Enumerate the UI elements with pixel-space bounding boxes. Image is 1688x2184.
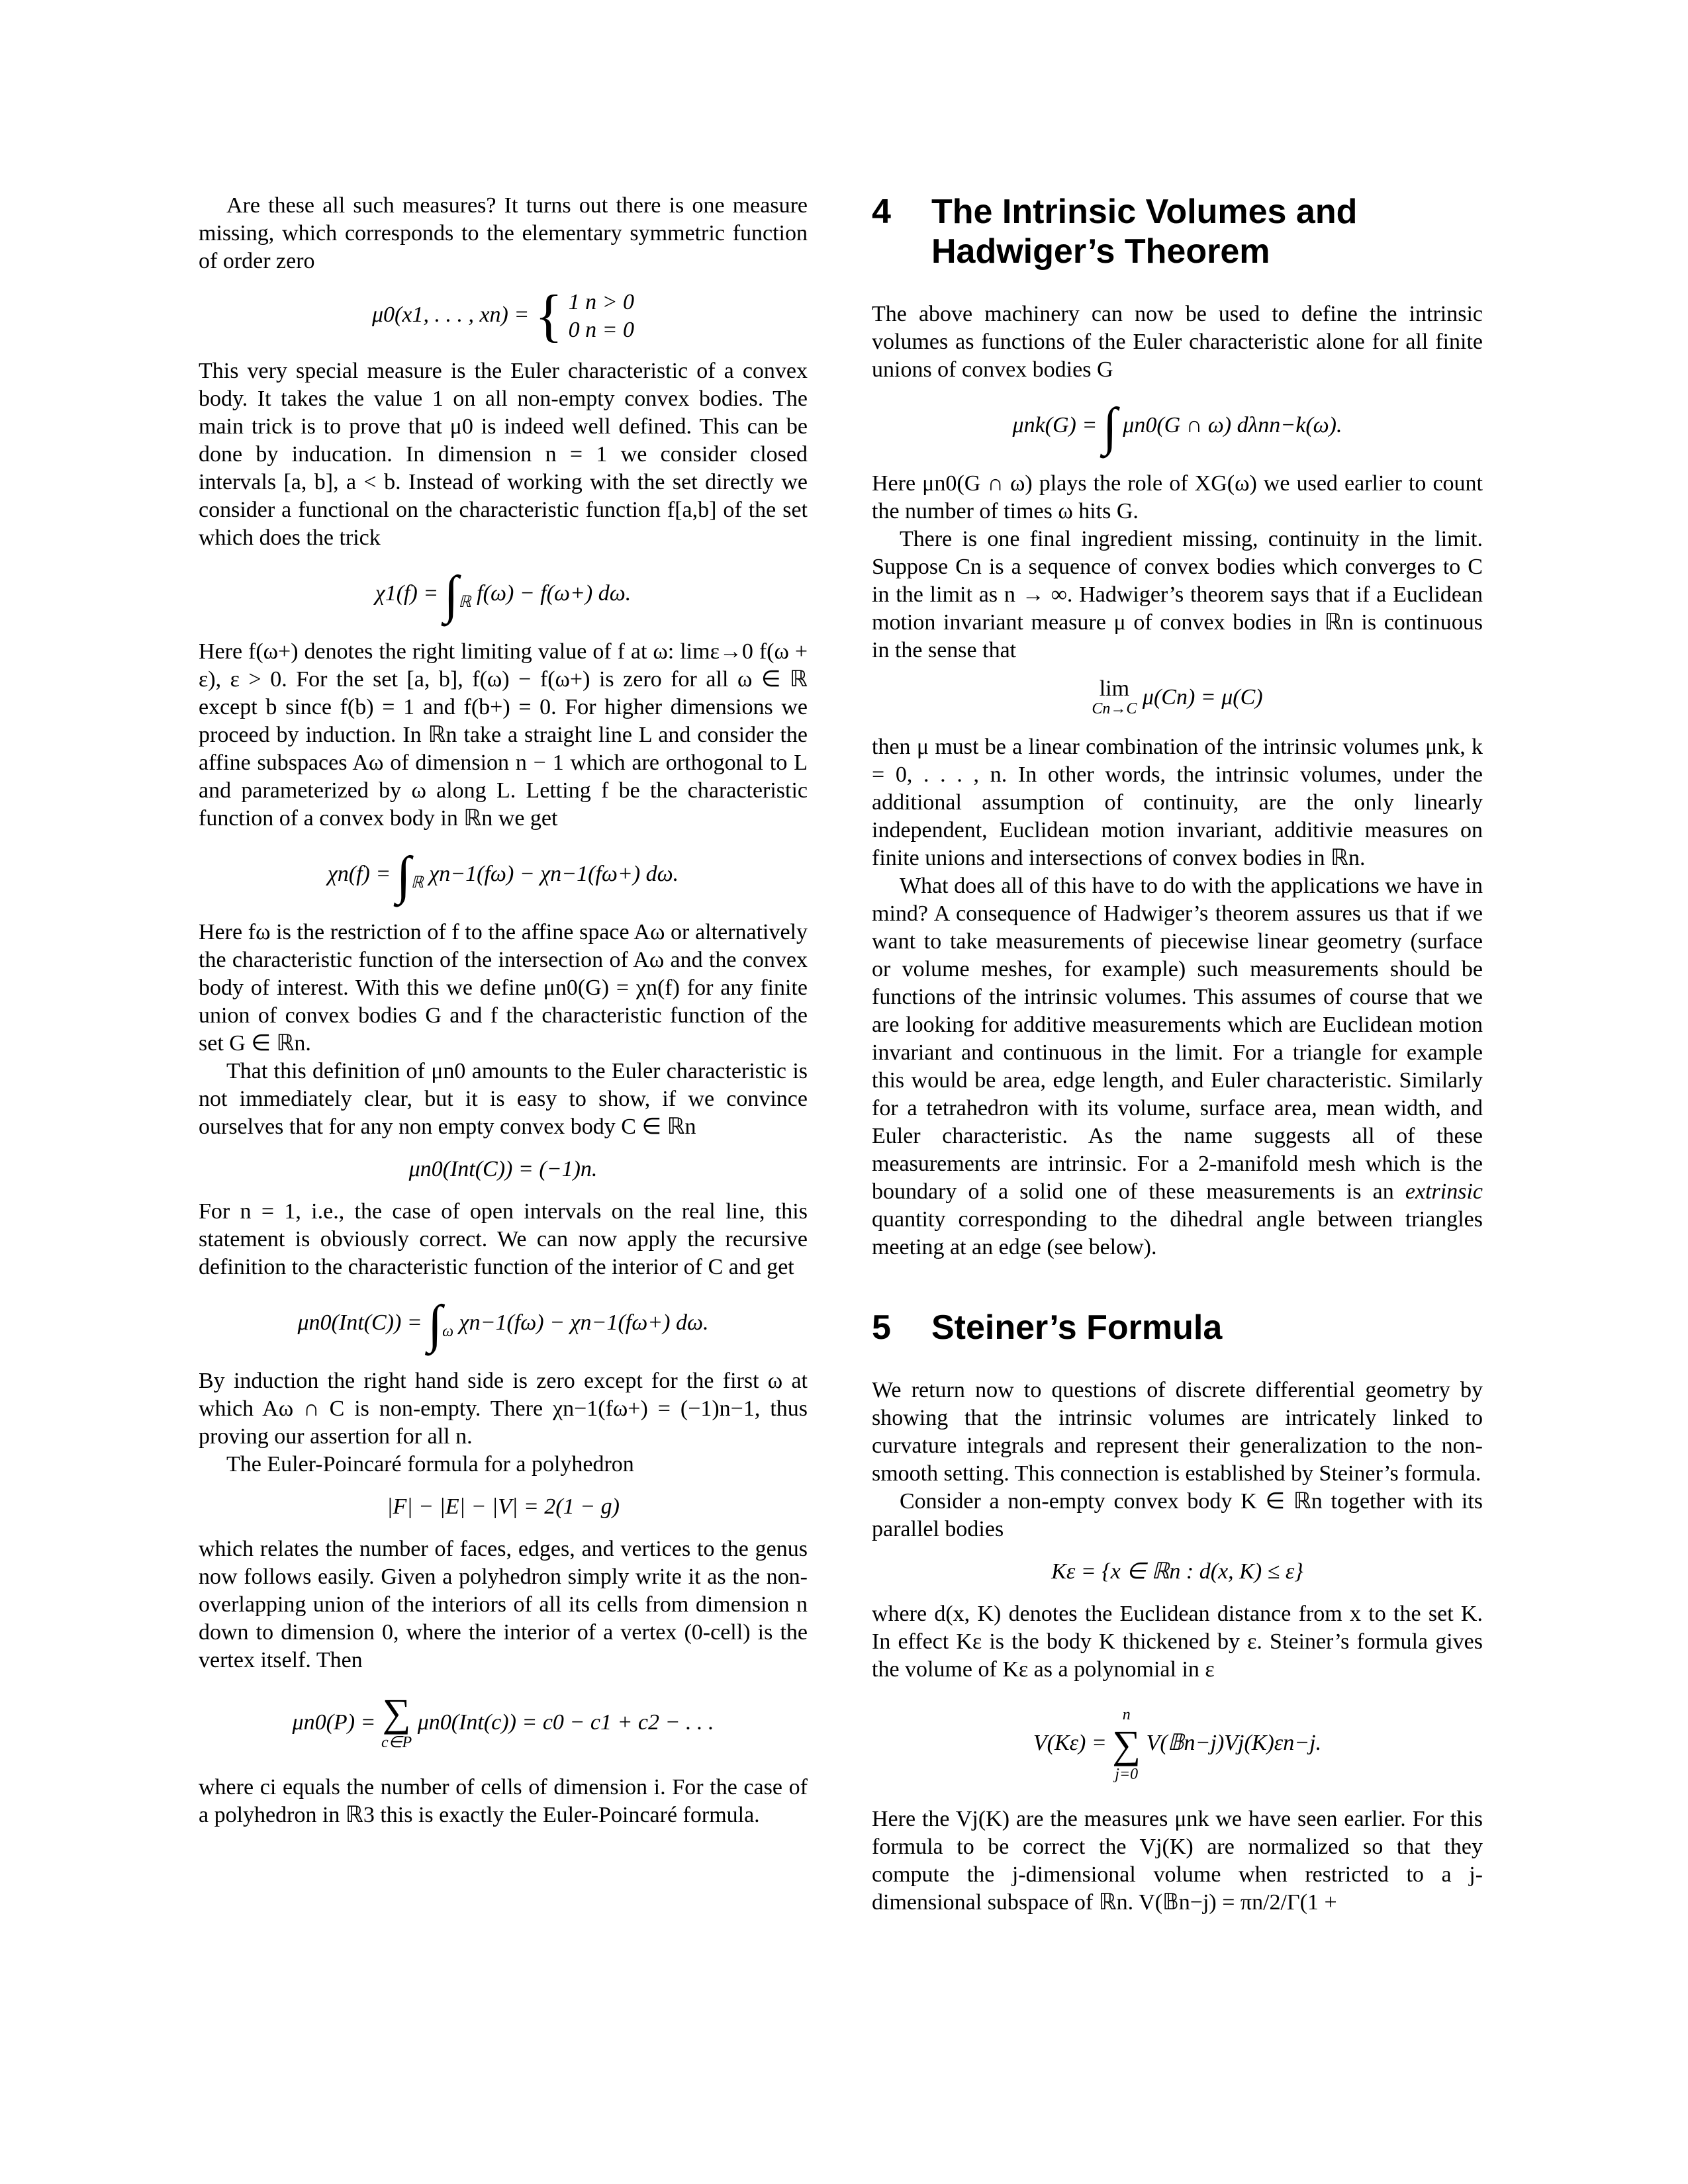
sum-symbol: ∑ bbox=[1112, 1723, 1141, 1766]
paragraph: We return now to questions of discrete differential geometry by showing that the intrinsic volumes are intricately linked to curvature integrals and represent their generalization to the non-smooth setting. This connection is established by Steiner’s formula. bbox=[872, 1378, 1483, 1486]
equation-steiner bbox=[872, 1704, 1483, 1786]
right-column bbox=[872, 192, 1483, 1917]
equation-rhs: χn−1(fω) − χn−1(fω+) dω. bbox=[429, 861, 679, 886]
equation-lhs: χ1(f) = bbox=[375, 580, 439, 606]
integral-domain: ℝ bbox=[458, 593, 471, 611]
integral-domain: ℝ bbox=[410, 874, 424, 891]
equation-lhs: μnk(G) = bbox=[1012, 412, 1098, 437]
sum-symbol: ∑ bbox=[382, 1691, 411, 1735]
paragraph: Here fω is the restriction of f to the affine space Aω or alternatively the characteristic function of the intersection of Aω and the convex body of interest. With this we define μn0(G) = χn(f) for any finite union of convex bodies G and f the characteristic function of the set G ∈ ℝn. bbox=[199, 920, 808, 1056]
text-run: What does all of this have to do with the applications we have in mind? A consequence of Hadwiger’s theorem assures us that if we want to take measurements of piecewise linear geometry (surface or volume meshes, for example) such measurements should be functions of the intrinsic volumes. This assumes of course that we are looking for additive measurements which are Euclidean motion invariant and continuous in the limit. For a triangle for example this would be area, edge length, and Euler characteristic. Similarly for a tetrahedron with its volume, surface area, mean width, and Euler characteristic. As the name suggests all of these measurements are intrinsic. For a 2-manifold mesh which is the boundary of a solid one of these measurements is an bbox=[872, 874, 1483, 1204]
equation-sum-cells bbox=[199, 1691, 808, 1754]
paragraph: where ci equals the number of cells of dimension i. For the case of a polyhedron in ℝ3 this is exactly the Euler-Poincaré formula. bbox=[199, 1775, 808, 1827]
sum-upper-limit: n bbox=[1122, 1706, 1131, 1723]
paragraph: then μ must be a linear combination of the intrinsic volumes μnk, k = 0, . . . , n. In other words, the intrinsic volumes, under the additional assumption of continuity, are the only linearly independent, Euclidean motion invariant, additivie measures on finite unions and intersections of convex bodies in ℝn. bbox=[872, 735, 1483, 870]
integral-symbol: ∫ bbox=[444, 566, 459, 624]
equation-chi1 bbox=[199, 566, 808, 624]
equation-rhs: μ(Cn) = μ(C) bbox=[1142, 684, 1263, 709]
paragraph: This very special measure is the Euler characteristic of a convex body. It takes the value 1 on all non-empty convex bodies. The main trick is to prove that μ0 is indeed well defined. This can be done by inducation. In dimension n = 1 we consider closed intervals [a, b], a < b. Instead of working with the set directly we consider a functional on the characteristic function f[a,b] of the set which does the trick bbox=[199, 359, 808, 550]
paragraph: By induction the right hand side is zero except for the first ω at which Aω ∩ C is non-empty. There χn−1(fω+) = (−1)n−1, thus proving our assertion for all n. bbox=[199, 1369, 808, 1449]
paragraph: Consider a non-empty convex body K ∈ ℝn together with its parallel bodies bbox=[872, 1489, 1483, 1541]
equation-chin bbox=[199, 846, 808, 905]
limit-word: lim bbox=[1099, 676, 1130, 701]
paragraph: For n = 1, i.e., the case of open intervals on the real line, this statement is obviously correct. We can now apply the recursive definition to the characteristic function of the interior of C and get bbox=[199, 1199, 808, 1279]
left-column bbox=[199, 192, 808, 1829]
equation-rhs: V(𝔹n−j)Vj(K)εn−j. bbox=[1146, 1730, 1322, 1755]
integral-symbol: ∫ bbox=[428, 1295, 443, 1353]
equation-lhs: χn(f) = bbox=[327, 861, 391, 886]
equation-euler-measure bbox=[199, 284, 808, 348]
paragraph: which relates the number of faces, edges, and vertices to the genus now follows easily. Given a polyhedron simply write it as the non-overlapping union of the interiors of all its cells from dimension n down to dimension 0, where the interior of a vertex (0-cell) is the vertex itself. Then bbox=[199, 1537, 808, 1672]
equation-intrinsic-volume bbox=[872, 398, 1483, 456]
equation-limit bbox=[872, 676, 1483, 719]
sum-operator bbox=[381, 1691, 412, 1754]
brace-symbol: { bbox=[534, 284, 563, 348]
paragraph bbox=[872, 872, 1483, 1261]
paragraph: Here f(ω+) denotes the right limiting value of f at ω: limε→0 f(ω + ε), ε > 0. For the set [a, b], f(ω) − f(ω+) is zero for all ω ∈ ℝ except b since f(b) = 1 and f(b+) = 0. For higher dimensions we proceed by induction. In ℝn take a straight line L and consider the affine subspaces Aω of dimension n − 1 which are orthogonal to L and parameterized by ω along L. Letting f be the characteristic function of a convex body in ℝn we get bbox=[199, 639, 808, 831]
section-number: 4 bbox=[872, 193, 891, 231]
paragraph: Here the Vj(K) are the measures μnk we have seen earlier. For this formula to be correct the Vj(K) are normalized so that they compute the j-dimensional volume when restricted to a j-dimensional subspace of ℝn. V(𝔹n−j) = πn/2/Γ(1 + bbox=[872, 1807, 1483, 1915]
section-heading bbox=[872, 1308, 1483, 1347]
section-title: Steiner’s Formula bbox=[931, 1308, 1223, 1347]
equation-case: 1 n > 0 bbox=[568, 290, 635, 314]
limit-operator bbox=[1092, 676, 1137, 719]
equation-cases bbox=[569, 289, 634, 344]
paragraph: That this definition of μn0 amounts to the Euler characteristic is not immediately clear, but it is easy to show, if we convince ourselves that for any non empty convex body C ∈ ℝn bbox=[199, 1059, 808, 1139]
paragraph: There is one final ingredient missing, continuity in the limit. Suppose Cn is a sequence of convex bodies which converges to C in the limit as n → ∞. Hadwiger’s theorem says that if a Euclidean motion invariant measure μ of convex bodies in ℝn is continuous in the sense that bbox=[872, 527, 1483, 662]
integral-domain: ω bbox=[442, 1322, 454, 1340]
equation-case: 0 n = 0 bbox=[568, 318, 635, 342]
sum-operator bbox=[1112, 1704, 1141, 1786]
equation-rhs: μn0(Int(c)) = c0 − c1 + c2 − . . . bbox=[417, 1709, 714, 1735]
text-run: quantity corresponding to the dihedral angle between triangles meeting at an edge (see below). bbox=[872, 1207, 1483, 1259]
equation-lhs: V(Kε) = bbox=[1033, 1730, 1107, 1755]
equation-euler-poincare: |F| − |E| − |V| = 2(1 − g) bbox=[387, 1494, 620, 1519]
equation-lhs: μ0(x1, . . . , xn) = bbox=[371, 302, 530, 327]
section-title: The Intrinsic Volumes and Hadwiger’s Theorem bbox=[931, 193, 1358, 271]
equation-rhs: μn0(G ∩ ω) dλnn−k(ω). bbox=[1123, 412, 1342, 437]
equation-interior: μn0(Int(C)) = (−1)n. bbox=[408, 1157, 598, 1181]
paragraph: Here μn0(G ∩ ω) plays the role of XG(ω) we used earlier to count the number of times ω hits G. bbox=[872, 471, 1483, 523]
equation-lhs: μn0(P) = bbox=[292, 1709, 376, 1735]
equation-rhs: f(ω) − f(ω+) dω. bbox=[477, 580, 632, 606]
paragraph: Are these all such measures? It turns out there is one measure missing, which corresponds to the elementary symmetric function of order zero bbox=[199, 193, 808, 273]
equation-parallel-body: Kε = {x ∈ ℝn : d(x, K) ≤ ε} bbox=[1051, 1559, 1303, 1584]
limit-subscript: Cn→C bbox=[1092, 700, 1137, 717]
equation-lhs: μn0(Int(C)) = bbox=[297, 1310, 422, 1335]
paragraph: The Euler-Poincaré formula for a polyhedron bbox=[226, 1452, 634, 1477]
section-number: 5 bbox=[872, 1308, 891, 1347]
paragraph: where d(x, K) denotes the Euclidean distance from x to the set K. In effect Kε is the body K thickened by ε. Steiner’s formula gives the volume of Kε as a polynomial in ε bbox=[872, 1602, 1483, 1682]
sum-index: j=0 bbox=[1115, 1766, 1139, 1783]
section-heading bbox=[872, 192, 1483, 271]
equation-recursive bbox=[199, 1295, 808, 1353]
integral-symbol: ∫ bbox=[396, 846, 411, 905]
paragraph: The above machinery can now be used to define the intrinsic volumes as functions of the Euler characteristic alone for all finite unions of convex bodies G bbox=[872, 302, 1483, 382]
equation-rhs: χn−1(fω) − χn−1(fω+) dω. bbox=[459, 1310, 709, 1335]
emphasis-text: extrinsic bbox=[1405, 1179, 1483, 1204]
sum-index: c∈P bbox=[381, 1734, 412, 1751]
integral-symbol: ∫ bbox=[1102, 398, 1117, 456]
